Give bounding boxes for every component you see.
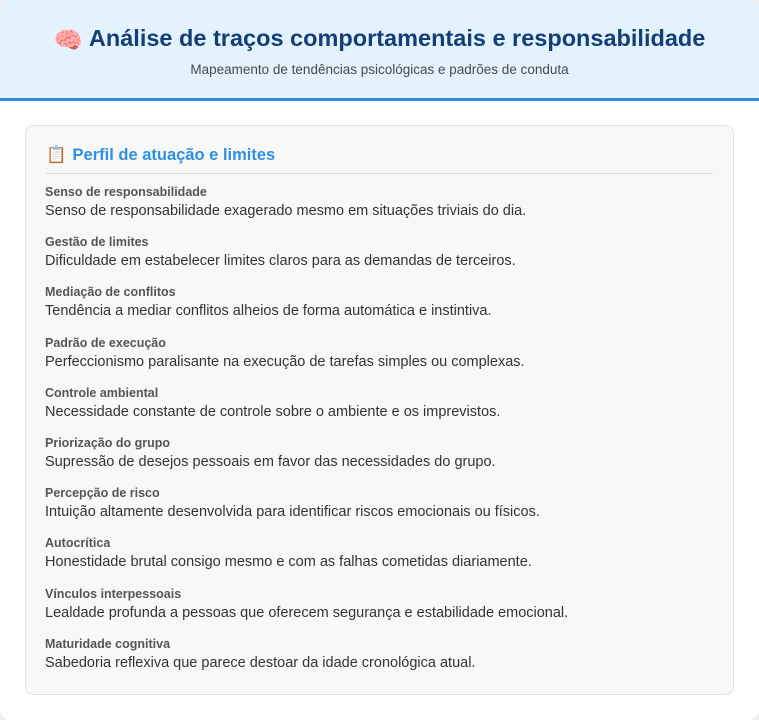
page-title: [0, 23, 759, 55]
page-title-text: Análise de traços comportamentais e responsabilidade: [88, 25, 706, 51]
trait-label: Controle ambiental: [45, 385, 159, 400]
trait-item: [45, 535, 715, 585]
profile-card: [25, 125, 734, 695]
trait-value: Sabedoria reflexiva que parece destoar da idade cronológica atual.: [45, 654, 476, 671]
trait-item: [45, 586, 715, 636]
trait-value: Necessidade constante de controle sobre o ambiente e os imprevistos.: [45, 403, 501, 420]
trait-item: [45, 435, 715, 485]
trait-label: Gestão de limites: [45, 235, 149, 250]
trait-label: Mediação de conflitos: [45, 285, 176, 300]
section-title-text: Perfil de atuação e limites: [72, 146, 276, 164]
trait-value: Dificuldade em estabelecer limites claros para as demandas de terceiros.: [45, 253, 516, 270]
clipboard-icon: 📋: [46, 146, 67, 164]
trait-label: Vínculos interpessoais: [45, 586, 182, 601]
trait-value: Supressão de desejos pessoais em favor das necessidades do grupo.: [45, 453, 496, 470]
trait-item: [45, 284, 715, 334]
trait-value: Tendência a mediar conflitos alheios de forma automática e instintiva.: [45, 303, 492, 320]
trait-label: Senso de responsabilidade: [45, 185, 207, 199]
trait-label: Autocrítica: [45, 536, 111, 551]
trait-value: Senso de responsabilidade exagerado mesmo em situações triviais do dia.: [45, 203, 527, 219]
trait-label: Maturidade cognitiva: [45, 636, 171, 651]
trait-label: Percepção de risco: [45, 486, 160, 501]
brain-icon: 🧠: [53, 27, 83, 53]
trait-label: Priorização do grupo: [45, 435, 171, 450]
section-title: [46, 144, 275, 166]
trait-value: Lealdade profunda a pessoas que oferecem segurança e estabilidade emocional.: [45, 604, 569, 621]
page-header: [0, 0, 759, 101]
section-divider: [46, 173, 713, 174]
trait-item: [45, 234, 715, 284]
page-subtitle: Mapeamento de tendências psicológicas e padrões de conduta: [190, 62, 569, 77]
trait-value: Intuição altamente desenvolvida para identificar riscos emocionais ou físicos.: [45, 504, 540, 521]
trait-item: [45, 335, 715, 385]
trait-item: [45, 636, 715, 686]
trait-item: [45, 485, 715, 535]
trait-label: Padrão de execução: [45, 335, 166, 350]
trait-value: Honestidade brutal consigo mesmo e com as falhas cometidas diariamente.: [45, 554, 532, 571]
trait-item: [45, 385, 715, 435]
trait-value: Perfeccionismo paralisante na execução de tarefas simples ou complexas.: [45, 353, 525, 370]
trait-list: [45, 184, 715, 686]
trait-item: [45, 184, 715, 234]
